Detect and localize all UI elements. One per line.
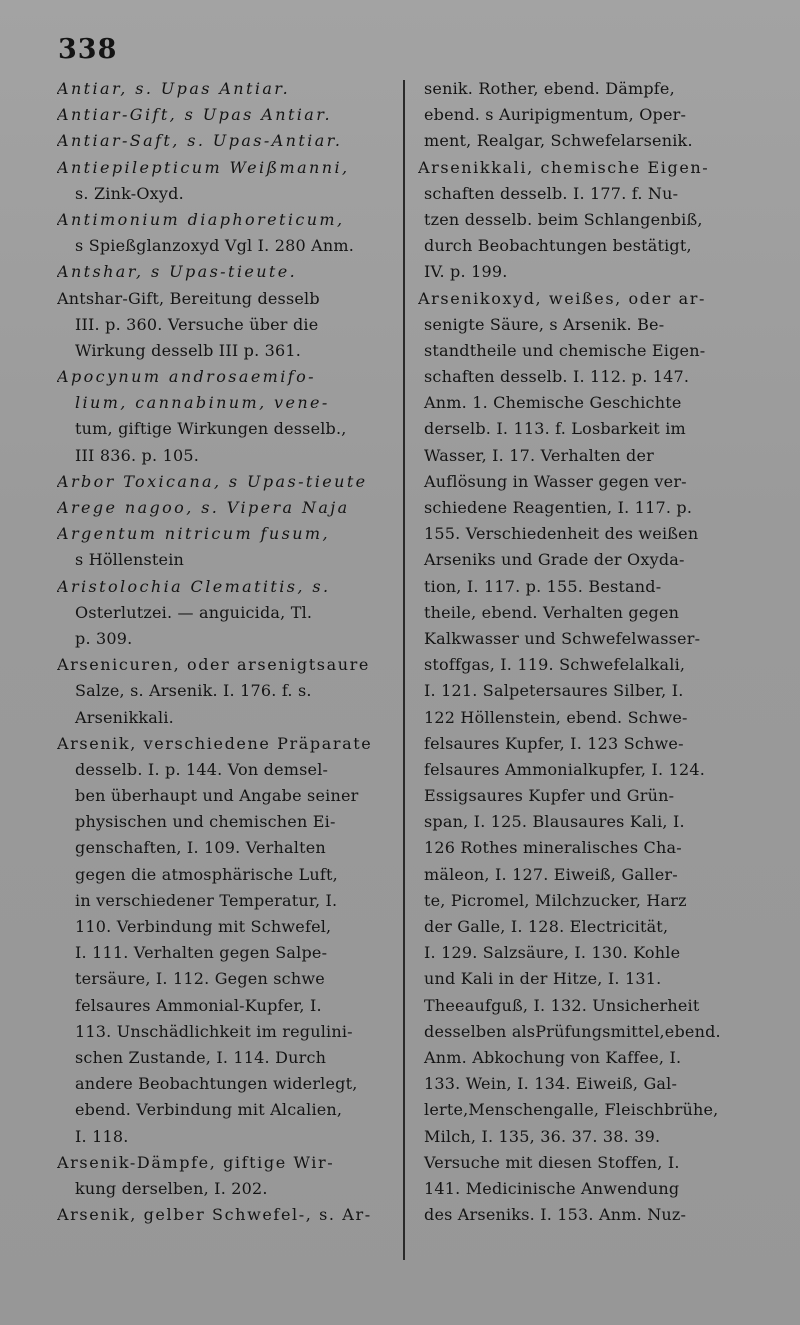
text-line: III. p. 360. Versuche über die: [75, 314, 319, 334]
text-line: Versuche mit diesen Stoffen, I.: [424, 1152, 680, 1172]
left-column: [57, 76, 394, 1228]
text-line: p. 309.: [75, 628, 133, 648]
text-line: lium, cannabinum, vene-: [75, 393, 330, 413]
text-line: tzen desselb. beim Schlangenbiß,: [424, 209, 703, 229]
text-line: und Kali in der Hitze, I. 131.: [424, 969, 662, 989]
text-line: Antshar-Gift, Bereitung desselb: [57, 288, 320, 308]
text-line: lerte,Menschengalle, Fleischbrühe,: [424, 1100, 719, 1120]
text-line: Antiar-Gift, s Upas Antiar.: [57, 105, 333, 125]
text-line: mäleon, I. 127. Eiweiß, Galler-: [424, 864, 678, 884]
text-line: Wirkung desselb III p. 361.: [75, 340, 302, 360]
text-line: s. Zink-Oxyd.: [75, 183, 184, 203]
text-line: schaften desselb. I. 177. f. Nu-: [424, 183, 679, 203]
text-line: 113. Unschädlichkeit im regulini-: [75, 1021, 353, 1041]
page-number: 338: [58, 34, 118, 65]
text-line: felsaures Ammonialkupfer, I. 124.: [424, 759, 705, 779]
text-line: I. 121. Salpetersaures Silber, I.: [424, 681, 684, 701]
column-divider: [403, 80, 405, 1260]
text-line: senigte Säure, s Arsenik. Be-: [424, 314, 665, 334]
text-line: Kalkwasser und Schwefelwasser-: [424, 628, 701, 648]
text-line: der Galle, I. 128. Electricität,: [424, 917, 669, 936]
right-column: [418, 76, 742, 1228]
text-line: Anm. 1. Chemische Geschichte: [424, 393, 682, 413]
text-line: Wasser, I. 17. Verhalten der: [424, 445, 654, 465]
text-line: Arege nagoo, s. Vipera Naja: [57, 498, 350, 517]
text-line: I. 118.: [75, 1126, 129, 1146]
text-line: theile, ebend. Verhalten gegen: [424, 602, 680, 622]
text-line: schaften desselb. I. 112. p. 147.: [424, 367, 690, 387]
text-line: s Spießglanzoxyd Vgl I. 280 Anm.: [75, 236, 355, 256]
text-line: desselben alsPrüfungsmittel,ebend.: [424, 1021, 721, 1041]
text-line: Essigsaures Kupfer und Grün-: [424, 786, 675, 806]
text-line: Apocynum androsaemifo-: [57, 367, 316, 387]
text-line: 133. Wein, I. 134. Eiweiß, Gal-: [424, 1074, 678, 1094]
text-line: te, Picromel, Milchzucker, Harz: [424, 890, 687, 910]
text-line: Antiar, s. Upas Antiar.: [57, 79, 291, 98]
text-line: durch Beobachtungen bestätigt,: [424, 236, 692, 256]
text-line: I. 111. Verhalten gegen Salpe-: [75, 943, 328, 963]
text-line: ebend. Verbindung mit Alcalien,: [75, 1100, 343, 1120]
text-line: kung derselben, I. 202.: [75, 1178, 268, 1198]
text-line: Arsenik, gelber Schwefel-, s. Ar-: [57, 1205, 372, 1225]
text-line: in verschiedener Temperatur, I.: [75, 890, 338, 910]
text-line: senik. Rother, ebend. Dämpfe,: [424, 79, 675, 98]
text-line: IV. p. 199.: [424, 262, 508, 282]
text-line: standtheile und chemische Eigen-: [424, 340, 706, 360]
text-line: schen Zustande, I. 114. Durch: [75, 1047, 327, 1067]
text-line: Theeaufguß, I. 132. Unsicherheit: [424, 995, 700, 1015]
text-line: des Arseniks. I. 153. Anm. Nuz-: [424, 1205, 687, 1225]
text-line: III 836. p. 105.: [75, 445, 199, 465]
text-line: ben überhaupt und Angabe seiner: [75, 786, 359, 806]
text-line: felsaures Kupfer, I. 123 Schwe-: [424, 733, 684, 753]
text-line: Antiepilepticum Weißmanni,: [57, 157, 350, 177]
text-line: Arsenik, verschiedene Präparate: [57, 733, 373, 753]
text-line: Arsenikkali, chemische Eigen-: [418, 157, 710, 177]
text-line: Antimonium diaphoreticum,: [57, 209, 345, 229]
text-line: Milch, I. 135, 36. 37. 38. 39.: [424, 1126, 661, 1146]
text-line: Argentum nitricum fusum,: [57, 524, 330, 544]
text-line: andere Beobachtungen widerlegt,: [75, 1074, 358, 1094]
text-line: Arsenicuren, oder arsenigtsaure: [57, 655, 370, 675]
text-line: tum, giftige Wirkungen desselb.,: [75, 419, 347, 439]
text-line: Anm. Abkochung von Kaffee, I.: [424, 1047, 682, 1067]
text-line: 155. Verschiedenheit des weißen: [424, 524, 699, 544]
text-line: gegen die atmosphärische Luft,: [75, 864, 338, 884]
text-line: Arbor Toxicana, s Upas-tieute: [57, 471, 368, 491]
text-line: derselb. I. 113. f. Losbarkeit im: [424, 419, 686, 439]
text-line: physischen und chemischen Ei-: [75, 812, 336, 832]
text-line: ebend. s Auripigmentum, Oper-: [424, 105, 687, 125]
text-line: Antiar-Saft, s. Upas-Antiar.: [57, 131, 343, 151]
text-line: 110. Verbindung mit Schwefel,: [75, 917, 332, 936]
text-line: schiedene Reagentien, I. 117. p.: [424, 498, 693, 517]
text-line: Arseniks und Grade der Oxyda-: [424, 550, 685, 570]
text-line: 122 Höllenstein, ebend. Schwe-: [424, 707, 688, 727]
text-line: 126 Rothes mineralisches Cha-: [424, 838, 682, 858]
text-line: tion, I. 117. p. 155. Bestand-: [424, 576, 662, 596]
text-line: I. 129. Salzsäure, I. 130. Kohle: [424, 943, 681, 963]
text-line: Salze, s. Arsenik. I. 176. f. s.: [75, 681, 312, 701]
text-line: Aristolochia Clematitis, s.: [57, 576, 331, 596]
text-line: ment, Realgar, Schwefelarsenik.: [424, 131, 693, 151]
text-line: 141. Medicinische Anwendung: [424, 1178, 680, 1198]
text-line: Arsenikkali.: [75, 707, 174, 727]
text-line: stoffgas, I. 119. Schwefelalkali,: [424, 655, 686, 675]
text-line: span, I. 125. Blausaures Kali, I.: [424, 812, 685, 832]
text-line: Arsenikoxyd, weißes, oder ar-: [418, 288, 707, 308]
text-line: Osterlutzei. — anguicida, Tl.: [75, 602, 313, 622]
text-line: genschaften, I. 109. Verhalten: [75, 838, 326, 858]
text-line: Arsenik-Dämpfe, giftige Wir-: [57, 1152, 335, 1172]
text-line: s Höllenstein: [75, 550, 185, 570]
text-line: desselb. I. p. 144. Von demsel-: [75, 759, 329, 779]
text-line: felsaures Ammonial-Kupfer, I.: [75, 995, 322, 1015]
text-line: tersäure, I. 112. Gegen schwe: [75, 969, 325, 989]
text-line: Antshar, s Upas-tieute.: [57, 262, 298, 282]
text-line: Auflösung in Wasser gegen ver-: [424, 471, 687, 491]
